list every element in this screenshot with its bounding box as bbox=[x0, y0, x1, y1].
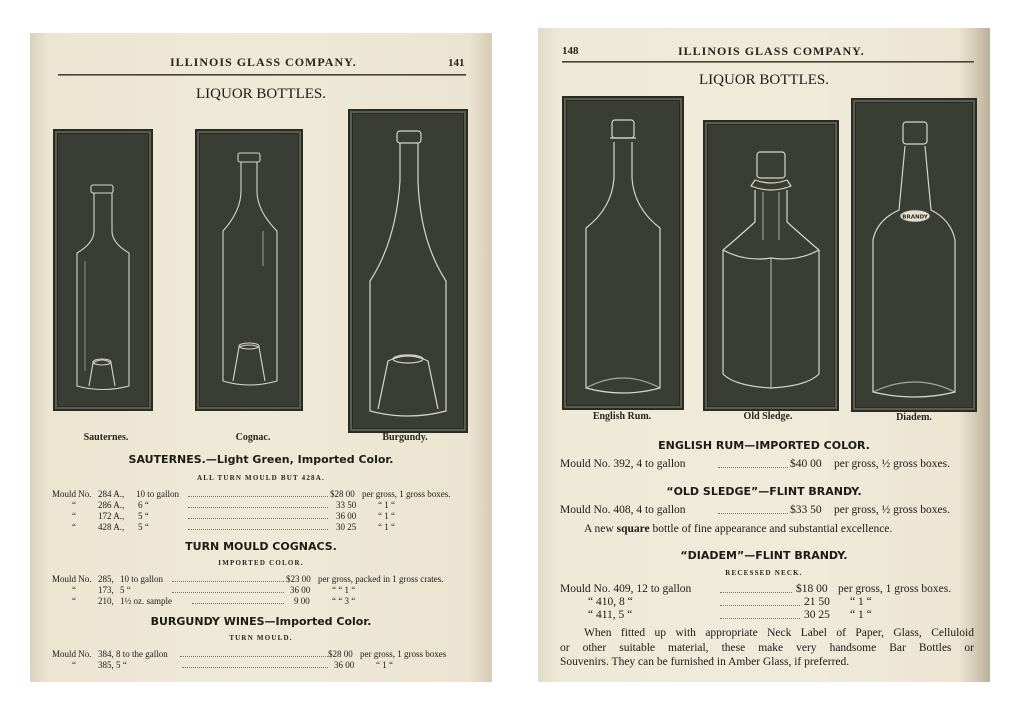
header-rule bbox=[562, 61, 974, 63]
plate-old-sledge bbox=[703, 120, 839, 411]
diadem-bottle-icon bbox=[853, 100, 975, 410]
plate-english-rum bbox=[562, 96, 684, 410]
section-subheading-burgundy: TURN MOULD. bbox=[229, 634, 293, 642]
section-heading-diadem: “DIADEM”—FLINT BRANDY. bbox=[680, 549, 848, 562]
section-heading-sauternes: SAUTERNES.—Light Green, Imported Color. bbox=[128, 453, 394, 466]
caption-sauternes: Sauternes. bbox=[83, 432, 129, 443]
burgundy-bottle-icon bbox=[350, 111, 466, 431]
caption-old-sledge: Old Sledge. bbox=[743, 411, 793, 422]
caption-cognac: Cognac. bbox=[235, 432, 271, 443]
header-rule bbox=[58, 74, 466, 76]
catalog-page-148: 148 ILLINOIS GLASS COMPANY. LIQUOR BOTTLES. BRANDY English Rum. Old Sledge. Diadem. ENGLISH RUM—IMPORTED COLOR. Mould No. 392, 4 to gallon $40 00 per gross, ½ gross boxes. “OLD SLEDGE”—FLINT BRANDY. Mould No. 408, 4 to gallon $33 50 per gross, ½ gross boxes. A new square bottle of fine appearance and substantial excellence. “DIADEM”—FLINT BRANDY. RECESSED NECK. Mould No. 409, 12 to gallon $18 00 per gross, 1 gross boxes. “ 410, 8 “ 21 50 “ 1 “ “ 411, 5 “ 30 25 “ 1 “ When fitted up with appropriate Neck Label of Paper, Glass, Celluloid or other suitable material, these make very handsome Bar Bottles or Souvenirs. They can be furnished in Amber Glass, if preferred. bbox=[538, 28, 990, 682]
plate-diadem bbox=[851, 98, 977, 412]
english-rum-bottle-icon bbox=[564, 98, 682, 408]
plate-burgundy bbox=[348, 109, 468, 433]
caption-diadem: Diadem. bbox=[896, 412, 932, 423]
caption-english-rum: English Rum. bbox=[592, 411, 652, 422]
section-heading-cognacs: TURN MOULD COGNACS. bbox=[185, 540, 337, 553]
page-number: 141 bbox=[448, 57, 465, 69]
section-heading-burgundy: BURGUNDY WINES—Imported Color. bbox=[150, 615, 372, 628]
page-title: LIQUOR BOTTLES. bbox=[699, 72, 829, 88]
cognac-bottle-icon bbox=[197, 131, 301, 409]
section-subheading-diadem: RECESSED NECK. bbox=[725, 569, 803, 577]
section-heading-english-rum: ENGLISH RUM—IMPORTED COLOR. bbox=[658, 439, 870, 452]
sauternes-bottle-icon bbox=[55, 131, 151, 409]
section-subheading-cognacs: IMPORTED COLOR. bbox=[218, 559, 304, 567]
closing-paragraph: When fitted up with appropriate Neck Label of Paper, Glass, Celluloid or other suitable material, these make very handsome Bar Bottles or Souvenirs. They can be furnished in Amber Glass, if preferred. bbox=[560, 627, 974, 668]
caption-burgundy: Burgundy. bbox=[382, 432, 428, 443]
running-head: ILLINOIS GLASS COMPANY. bbox=[678, 44, 865, 58]
old-sledge-note: A new square bottle of fine appearance and substantial excellence. bbox=[584, 523, 893, 535]
plate-sauternes bbox=[53, 129, 153, 411]
brandy-label-text: BRANDY bbox=[902, 214, 928, 221]
section-heading-old-sledge: “OLD SLEDGE”—FLINT BRANDY. bbox=[666, 485, 862, 498]
page-title: LIQUOR BOTTLES. bbox=[196, 86, 326, 102]
page-number: 148 bbox=[562, 45, 579, 57]
running-head: ILLINOIS GLASS COMPANY. bbox=[170, 55, 357, 69]
catalog-page-141: ILLINOIS GLASS COMPANY. 141 LIQUOR BOTTLES. Sauternes. Cognac. Burgundy. SAUTERNES.—Light Green, Imported Color. ALL TURN MOULD BUT 428A. Mould No. 284 A., 10 to gallon $28 00 per gross, 1 gross boxes. “ 286 A., 6 “ 33 50 “ 1 “ “ 172 A., 5 “ 36 00 “ 1 “ “ 428 A., 5 “ 30 25 “ 1 “ TURN MOULD COGNACS. IMPORTED COLOR. Mould No. 285, 10 to gallon $23 00 per gross, packed in 1 gross crates. “ 173, 5 “ 36 00 “ “ 1 “ “ 210, 1½ oz. sample 9 00 “ “ 3 “ BURGUNDY WINES—Imported Color. TURN MOULD. Mould No. 384, 8 to the gallon $28 00 per gross, 1 gross boxes “ 385, 5 “ 36 00 “ 1 “ bbox=[30, 33, 492, 682]
old-sledge-bottle-icon bbox=[705, 122, 837, 409]
section-subheading-sauternes: ALL TURN MOULD BUT 428A. bbox=[197, 474, 325, 482]
plate-cognac bbox=[195, 129, 303, 411]
